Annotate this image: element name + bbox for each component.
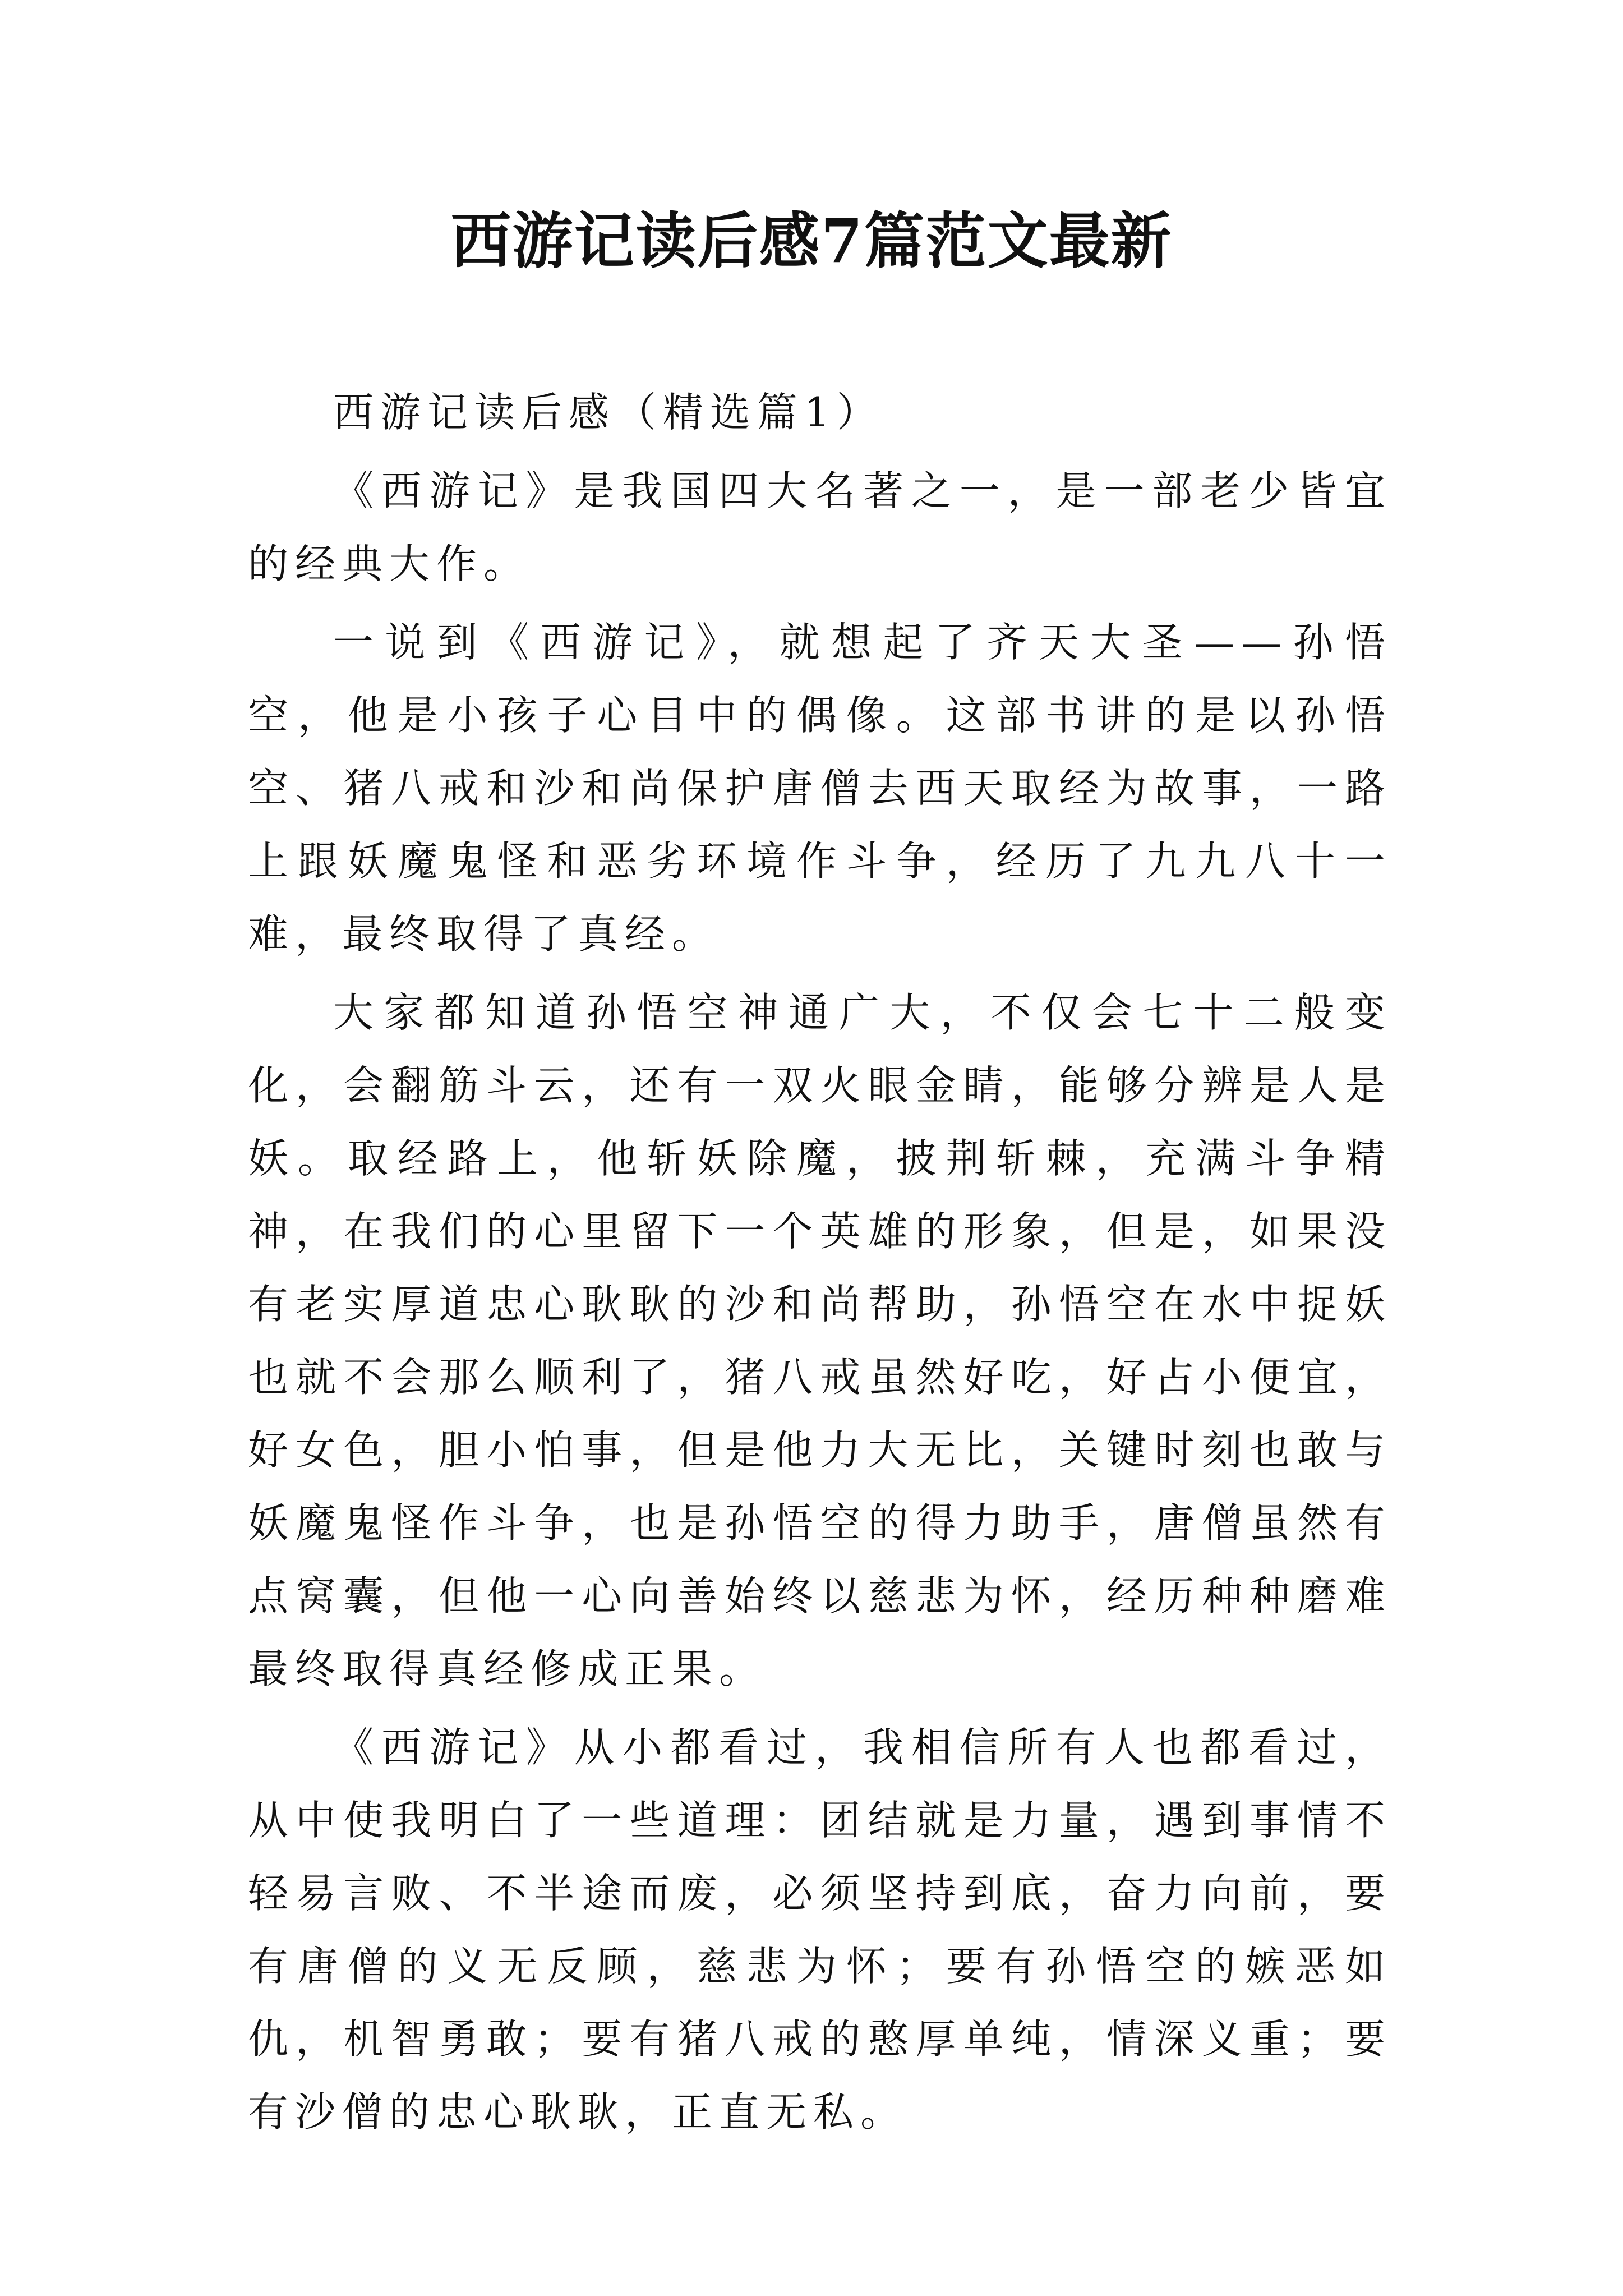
paragraph-2: 一说到《西游记》，就想起了齐天大圣——孙悟空，他是小孩子心目中的偶像。这部书讲的是以孙悟空、猪八戒和沙和尚保护唐僧去西天取经为故事，一路上跟妖魔鬼怪和恶劣环境作斗争，经历了九九八十一难，最终取得了真经。 [248, 619, 1392, 958]
paragraph-4: 《西游记》从小都看过，我相信所有人也都看过，从中使我明白了一些道理：团结就是力量，遇到事情不轻易言败、不半途而废，必须坚持到底，奋力向前，要有唐僧的义无反顾，慈悲为怀；要有孙悟空的嫉恶如仇，机智勇敢；要有猪八戒的憨厚单纯，情深义重；要有沙僧的忠心耿耿，正直无私。 [248, 1724, 1392, 2136]
paragraph-3: 大家都知道孙悟空神通广大，不仅会七十二般变化，会翻筋斗云，还有一双火眼金睛，能够分辨是人是妖。取经路上，他斩妖除魔，披荆斩棘，充满斗争精神，在我们的心里留下一个英雄的形象，但是，如果没有老实厚道忠心耿耿的沙和尚帮助，孙悟空在水中捉妖也就不会那么顺利了，猪八戒虽然好吃，好占小便宜，好女色，胆小怕事，但是他力大无比，关键时刻也敢与妖魔鬼怪作斗争，也是孙悟空的得力助手，唐僧虽然有点窝囊，但他一心向善始终以慈悲为怀，经历种种磨难最终取得真经修成正果。 [248, 989, 1392, 1692]
document-body [248, 376, 1392, 2154]
section-heading: 西游记读后感（精选篇1） [333, 389, 884, 436]
paragraph-1: 《西游记》是我国四大名著之一，是一部老少皆宜的经典大作。 [248, 467, 1392, 587]
document-title: 西游记读后感7篇范文最新 [450, 206, 1173, 277]
